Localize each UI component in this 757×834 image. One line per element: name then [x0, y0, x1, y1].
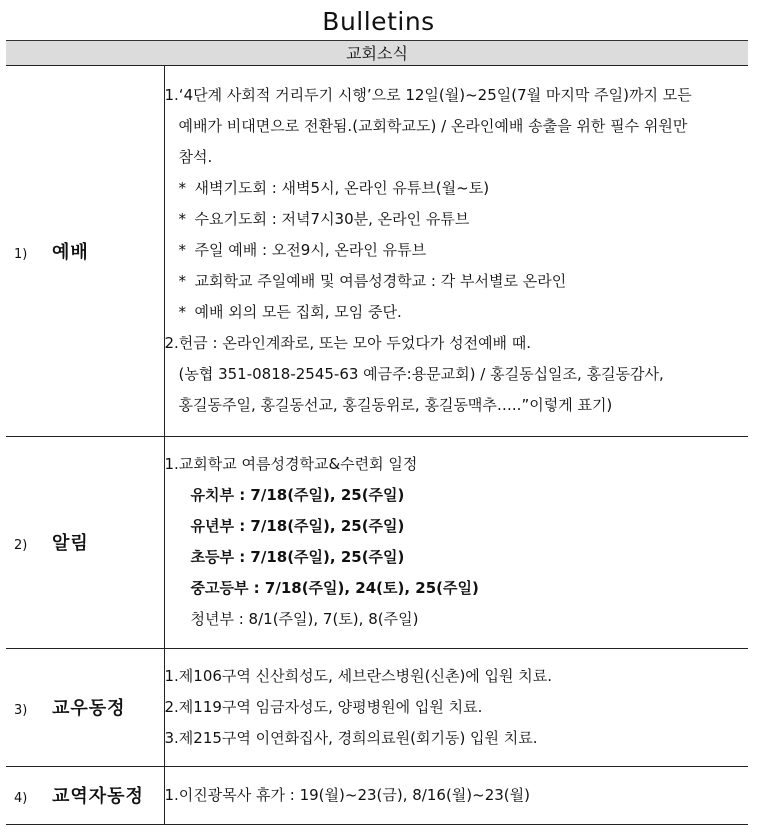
label-cell-staff: [6, 766, 164, 824]
bullet-star-icon: *: [178, 179, 186, 198]
content-line: 3.제215구역 이연화집사, 경희의료원(회기동) 입원 치료.: [164, 728, 538, 747]
content-line: 1.교회학교 여름성경학교&수련회 일정: [164, 455, 418, 473]
label-cell-notice: [6, 436, 164, 648]
section-number: 3): [14, 703, 28, 718]
content-line: 1.‘4단계 사회적 거리두기 시행’으로 12일(월)~25일(7월 마지막 주일)까지 모든: [164, 86, 692, 105]
section-number: 4): [14, 791, 28, 806]
list-item: 중고등부 : 7/18(주일), 24(토), 25(주일): [190, 579, 479, 597]
list-item: * 주일 예배 : 오전9시, 온라인 유튜브: [165, 235, 749, 266]
section-name-staff: 교역자동정: [52, 786, 144, 807]
list-item: 초등부 : 7/18(주일), 25(주일): [190, 548, 405, 566]
section-number: 2): [14, 538, 28, 553]
section-name-notice: 알림: [52, 533, 89, 554]
section-name-worship: 예배: [52, 241, 89, 263]
content-cell-notice: [164, 436, 748, 648]
content-line: (농협 351-0818-2545-63 예금주:용문교회) / 홍길동십일조, 홍길동감사,: [178, 365, 664, 384]
list-item: 유치부 : 7/18(주일), 25(주일): [190, 486, 405, 504]
section-subheader: 교회소식: [6, 40, 748, 66]
content-line: 1.이진광목사 휴가 : 19(월)~23(금), 8/16(월)~23(월): [164, 785, 530, 804]
list-item: 유년부 : 7/18(주일), 25(주일): [190, 517, 405, 535]
section-number: 1): [14, 246, 28, 262]
content-line: 참석.: [178, 148, 213, 167]
table-row-notice: [6, 436, 748, 648]
list-item: * 예배 외의 모든 집회, 모임 중단.: [165, 297, 749, 328]
content-cell-members: [164, 648, 748, 766]
content-line: 홍길동주일, 홍길동선교, 홍길동위로, 홍길동맥추…..”이렇게 표기): [178, 396, 613, 415]
bullet-star-icon: *: [178, 241, 186, 260]
content-line: 2.제119구역 임금자성도, 양평병원에 입원 치료.: [164, 697, 483, 716]
list-item: * 수요기도회 : 저녁7시30분, 온라인 유튜브: [165, 204, 749, 235]
label-cell-worship: [6, 66, 164, 436]
table-row-worship: [6, 66, 748, 436]
bulletin-table: [6, 66, 748, 825]
content-line: 2.헌금 : 온라인계좌로, 또는 모아 두었다가 성전예배 때.: [164, 334, 532, 353]
section-name-members: 교우동정: [52, 698, 126, 719]
bullet-star-icon: *: [178, 272, 186, 291]
list-item: * 새벽기도회 : 새벽5시, 온라인 유튜브(월~토): [165, 173, 749, 204]
list-item: * 교회학교 주일예배 및 여름성경학교 : 각 부서별로 온라인: [165, 266, 749, 297]
content-cell-staff: [164, 766, 748, 824]
page-title: Bulletins: [322, 7, 435, 36]
bullet-star-icon: *: [178, 210, 186, 229]
table-row-staff: [6, 766, 748, 824]
table-row-members: [6, 648, 748, 766]
list-item: 청년부 : 8/1(주일), 7(토), 8(주일): [190, 610, 419, 628]
content-line: 예배가 비대면으로 전환됨.(교회학교도) / 온라인예배 송출을 위한 필수 위원만: [178, 117, 688, 136]
bullet-star-icon: *: [178, 303, 186, 322]
label-cell-members: [6, 648, 164, 766]
content-cell-worship: [164, 66, 748, 436]
content-line: 1.제106구역 신산희성도, 세브란스병원(신촌)에 입원 치료.: [164, 666, 553, 685]
